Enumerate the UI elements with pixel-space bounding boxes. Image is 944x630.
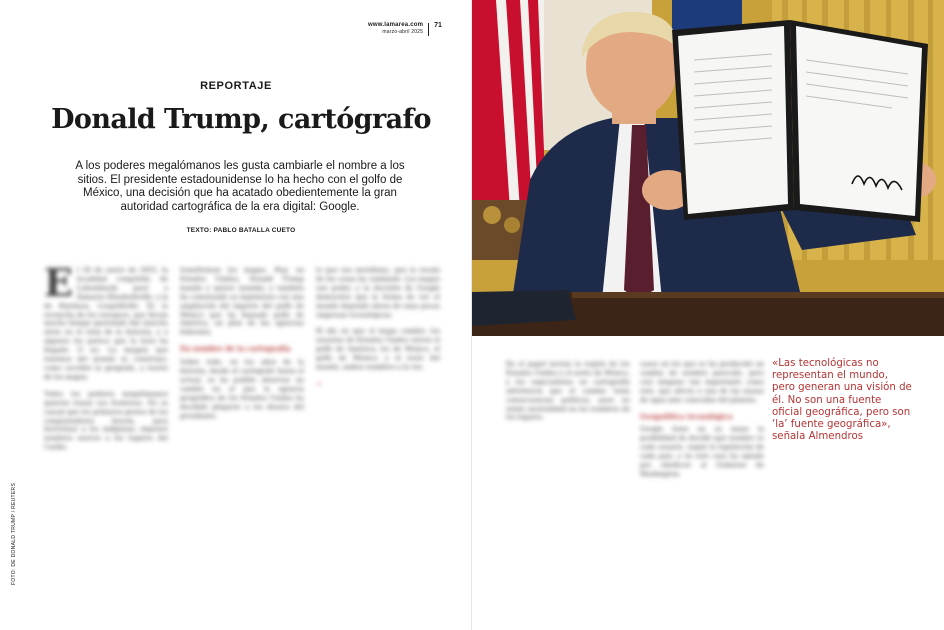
photo-credit: FOTO: DE DONALD TRUMP / REUTERS bbox=[11, 482, 17, 585]
body-column-1 bbox=[44, 266, 168, 586]
body-paragraph: En el papel incluía la región de los Estados Unidos y el norte de México, y los especialistas en cartografía advirtieron que el cambio tenía consecuencias políticas, pues no existe neutralidad en los nombres de los lugares. bbox=[506, 360, 630, 422]
body-paragraph: Todos los poderes megalómanos quieren trazar sus fronteras. No es casual que los primeros gestos de los conquistadores fueran, para horrorizar a los indígenas, imponer nombres nuevos a los lugares del Caribe. bbox=[44, 389, 168, 452]
folio-date: marzo-abril 2025 bbox=[382, 29, 424, 35]
folio bbox=[368, 22, 442, 36]
continue-arrow-icon: → bbox=[316, 379, 322, 388]
page-number: 71 bbox=[434, 22, 442, 29]
pull-quote: «Las tecnológicas no representan el mundo, pero generan una visión de él. No son una fuente oficial geográfica, pero son ‘la’ fuente geográfica», señala Almendros bbox=[772, 358, 912, 443]
lead-photo bbox=[472, 0, 944, 336]
body-paragraph: casos en los que se ha producido un cambio de nombre parecido, pero casi ninguno tan importante como este, que afecta a una de las masas de agua más conocidas del planeta. bbox=[640, 360, 764, 404]
byline: TEXTO: PABLO BATALLA CUETO bbox=[186, 227, 296, 234]
body-column-2 bbox=[180, 266, 304, 586]
body-paragraph: Sobre todo, en los años de la historia, desde el cartógrafo hasta el actual, se ha podido observar un cambio en el que la agencia geográfica de los Estados Unidos ha decidido plegarse a los deseos del presidente. bbox=[180, 358, 304, 420]
body-paragraph: transforman los mapas. Hoy, en Estados Unidos, Donald Trump manda y quiere mandar, y también ha comenzado su legislatura con una ampliación del imperio del golfo de México que ha llamado golfo de América, un plan de las agencias federales. bbox=[180, 266, 304, 337]
lead-photo-illustration bbox=[472, 0, 944, 336]
body-column-3 bbox=[316, 266, 440, 586]
section-label: REPORTAJE bbox=[200, 80, 272, 92]
drop-cap: E bbox=[44, 266, 73, 305]
signed-document bbox=[672, 20, 928, 222]
body-subhead: En nombre de la cartografía bbox=[180, 344, 291, 354]
body-column-5 bbox=[640, 360, 764, 585]
folio-site: www.lamarea.com bbox=[368, 22, 424, 28]
standfirst: A los poderes megalómanos les gusta cambiarle el nombre a los sitios. El presidente estadounidense lo ha hecho con el golfo de México, una decisión que ha acatado obedientemente la gran autoridad cartográfica de la era digital: Google. bbox=[75, 160, 405, 213]
body-subhead: Geopolítica tecnológica bbox=[640, 411, 733, 421]
headline: Donald Trump, cartógrafo bbox=[51, 104, 431, 135]
body-paragraph: Google tiene en su mano la posibilidad de decidir qué nombre ve cada usuario, según la legislación de cada país, y en este caso ha optado por obedecer al Gobierno de Washington. bbox=[640, 425, 764, 478]
body-column-4 bbox=[506, 360, 630, 585]
folio-block bbox=[368, 22, 423, 36]
body-paragraph: lo que sea meridiano, que la escala de las cosas ha cambiado. Los mapas son poder, y la decisión de Google demuestra que la forma de ver el mundo depende ahora de unas pocas empresas tecnológicas. bbox=[316, 266, 440, 319]
article-body-left bbox=[44, 266, 444, 586]
body-paragraph: El día en que el mapa cambió, los usuarios de Estados Unidos vieron el golfo de América; los de México, el golfo de México; y el resto del mundo, ambos nombres a la vez. bbox=[316, 327, 440, 372]
body-paragraph: l 20 de enero de 2025, la localidad congoleña de Lubumbashi pasó a llamarse Elisabethville, y la de Kinshasa, Leopoldville. Es la revancha de los europeos, que llevan mucho tiempo queriendo dar marcha atrás en el reloj de la historia, y a algunos les parece que la hora ha llegado. O no. La imagen que tenemos del mundo se construye, como escribió la geógrafa, a través de los mapas. bbox=[44, 266, 168, 381]
article-body-right bbox=[506, 360, 766, 590]
folio-divider bbox=[428, 23, 429, 36]
